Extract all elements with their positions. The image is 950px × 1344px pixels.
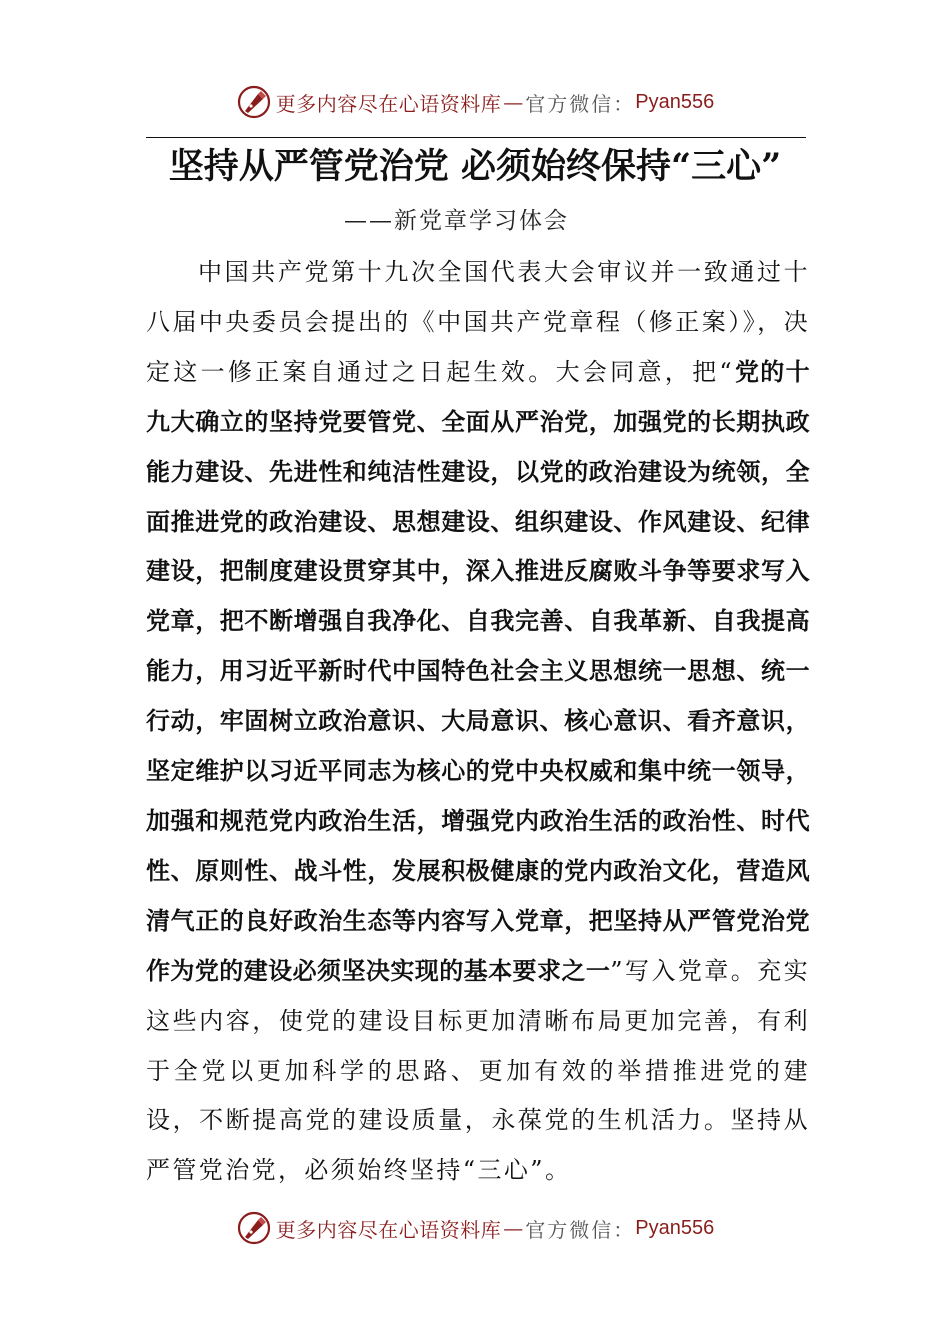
document-title: 坚持从严管党治党 必须始终保持“三心” (168, 146, 782, 187)
document-subtitle: ——新党章学习体会 (344, 208, 569, 234)
pen-nib-logo-icon (236, 84, 272, 120)
banner-wechat-handle: Pyan556 (635, 1216, 715, 1239)
footer-banner (0, 1206, 950, 1250)
body-paragraph (146, 248, 810, 1196)
banner-official-label: 官方微信： (525, 91, 636, 116)
banner-wechat-handle: Pyan556 (635, 90, 715, 113)
header-banner (0, 80, 950, 124)
banner-site-text: 更多内容尽在心语资料库 (275, 1217, 502, 1242)
banner-dash: — (503, 90, 524, 114)
banner-official-label: 官方微信： (525, 1217, 636, 1242)
pen-nib-logo-icon (236, 1210, 272, 1246)
banner-dash: — (503, 1216, 524, 1240)
paragraph-conclusion: ”写入党章。充实这些内容，使党的建设目标更加清晰布局更加完善，有利于全党以更加科学的思路、更加有效的举措推进党的建设，不断提高党的建设质量，永葆党的生机活力。坚持从严管党治党，必须始终坚持“三心”。 (146, 956, 810, 1185)
paragraph-quoted-bold: 党的十九大确立的坚持党要管党、全面从严治党，加强党的长期执政能力建设、先进性和纯洁性建设，以党的政治建设为统领，全面推进党的政治建设、思想建设、组织建设、作风建设、纪律建设，把制度建设贯穿其中，深入推进反腐败斗争等要求写入党章，把不断增强自我净化、自我完善、自我革新、自我提高能力，用习近平新时代中国特色社会主义思想统一思想、统一行动，牢固树立政治意识、大局意识、核心意识、看齐意识，坚定维护以习近平同志为核心的党中央权威和集中统一领导，加强和规范党内政治生活，增强党内政治生活的政治性、时代性、原则性、战斗性，发展积极健康的党内政治文化，营造风清气正的良好政治生态等内容写入党章，把坚持从严管党治党作为党的建设必须坚决实现的基本要求之一 (146, 357, 810, 985)
paragraph-intro: 中国共产党第十九次全国代表大会审议并一致通过十八届中央委员会提出的《中国共产党章程（修正案）》，决定这一修正案自通过之日起生效。大会同意，把“ (146, 258, 810, 386)
header-divider (146, 137, 806, 138)
banner-site-text: 更多内容尽在心语资料库 (275, 91, 502, 116)
